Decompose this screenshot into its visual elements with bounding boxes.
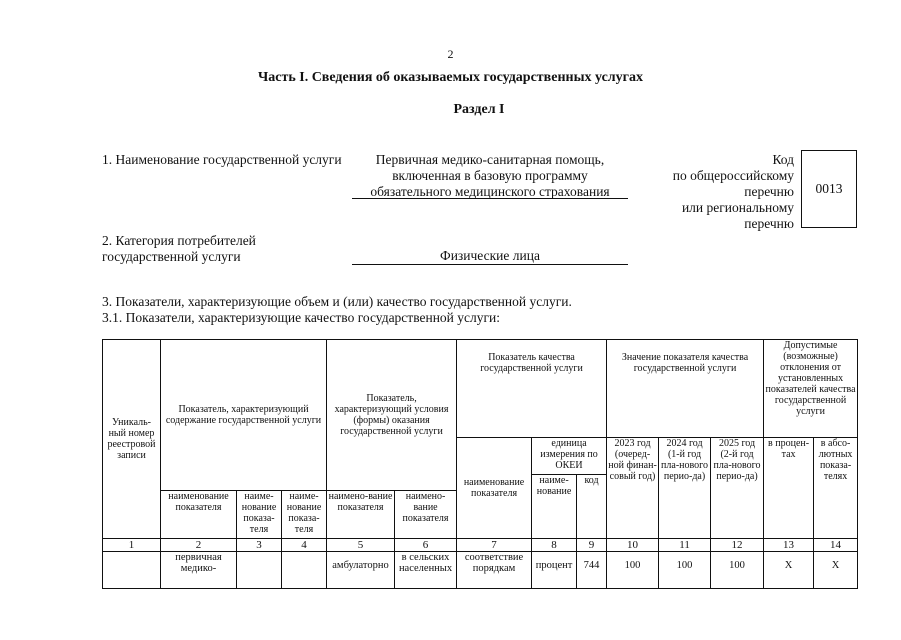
cell-deviation-absolute: Х: [814, 552, 858, 589]
header-unit: [532, 438, 607, 475]
table-row: [103, 552, 858, 589]
item2-label-line1: 2. Категория потребителей: [102, 233, 256, 248]
header-unit-name: [532, 475, 577, 539]
item1-underline: [352, 198, 628, 199]
item1-value-line3: обязательного медицинского страхования: [370, 184, 610, 199]
column-number: 1: [103, 539, 161, 552]
section-title: Раздел I: [453, 102, 505, 117]
subheader-content-1: [161, 491, 237, 539]
column-number: 14: [814, 539, 858, 552]
code-label-line4: или региональному: [681, 200, 794, 215]
cell-content-3: [282, 552, 327, 589]
subheader-content-3-text: наиме-нование показа-теля: [286, 491, 322, 535]
cell-conditions-1: амбулаторно: [327, 552, 395, 589]
column-number: 4: [282, 539, 327, 552]
column-number: 3: [237, 539, 282, 552]
subheader-content-2-text: наиме-нование показа-теля: [241, 491, 277, 535]
header-deviation-absolute: [814, 438, 858, 539]
cell-deviation-percent: Х: [764, 552, 814, 589]
header-indicator-name-text: наименование показателя: [463, 477, 525, 499]
header-content-indicator: [161, 340, 327, 491]
column-number: 5: [327, 539, 395, 552]
column-number: 12: [711, 539, 764, 552]
item2-label: [102, 233, 256, 265]
column-number: 2: [161, 539, 237, 552]
item2-underline: [352, 264, 628, 265]
subheader-content-3: [282, 491, 327, 539]
item1-label: 1. Наименование государственной услуги: [102, 152, 342, 167]
page-number: 2: [447, 47, 454, 61]
item2-label-line2: государственной услуги: [102, 249, 241, 264]
cell-value-2024: 100: [659, 552, 711, 589]
header-quality-value-text: Значение показателя качества государственной услуги: [621, 352, 749, 374]
header-unique-number-text: Уникаль-ный номер реестровой записи: [107, 417, 156, 461]
item2-value: Физические лица: [440, 248, 540, 263]
cell-indicator-name: соответствие порядкам: [457, 552, 532, 589]
header-deviation-percent: [764, 438, 814, 539]
header-year-2024-text: 2024 год (1-й год пла-нового перио-да): [661, 438, 709, 482]
item3-label: 3. Показатели, характеризующие объем и (или) качество государственной услуги.: [102, 294, 572, 309]
header-year-2023-text: 2023 год (очеред-ной финан-совый год): [608, 438, 657, 482]
quality-indicators-table: [102, 339, 858, 589]
column-number: 11: [659, 539, 711, 552]
header-unique-number: [103, 340, 161, 539]
subheader-content-2: [237, 491, 282, 539]
cell-value-2025: 100: [711, 552, 764, 589]
header-deviation-absolute-text: в абсо-лютных показа-телях: [818, 438, 853, 482]
cell-unit-name: процент: [532, 552, 577, 589]
header-year-2025-text: 2025 год (2-й год пла-нового перио-да): [713, 438, 761, 482]
header-deviation: [764, 340, 858, 438]
subheader-content-1-text: наименование показателя: [168, 491, 229, 513]
part-title: Часть I. Сведения об оказываемых государственных услугах: [257, 70, 644, 85]
cell-conditions-2: в сельских населенных: [395, 552, 457, 589]
cell-value-2023: 100: [607, 552, 659, 589]
column-number: 13: [764, 539, 814, 552]
subheader-conditions-2-text: наимено-вание показателя: [402, 491, 449, 524]
header-content-indicator-text: Показатель, характеризующий содержание государственной услуги: [165, 404, 322, 426]
item1-value-line1: Первичная медико-санитарная помощь,: [375, 152, 605, 167]
cell-content-2: [237, 552, 282, 589]
header-year-2023: [607, 438, 659, 539]
item1-value-line2: включенная в базовую программу: [392, 168, 588, 183]
column-number: 6: [395, 539, 457, 552]
code-box: [801, 150, 857, 228]
header-quality-indicator-text: Показатель качества государственной услуги: [480, 352, 583, 374]
cell-unit-code: 744: [577, 552, 607, 589]
code-label-line3: перечню: [744, 184, 794, 199]
item1-value: [352, 152, 628, 200]
header-year-2024: [659, 438, 711, 539]
header-indicator-name: [457, 438, 532, 539]
header-deviation-text: Допустимые (возможные) отклонения от установленных показателей качества государственной услуги: [765, 340, 856, 417]
code-label-line1: Код: [772, 152, 794, 167]
header-unit-text: единица измерения по ОКЕИ: [540, 438, 598, 471]
header-quality-value: [607, 340, 764, 438]
header-deviation-percent-text: в процен-тах: [768, 438, 810, 460]
code-label-line2: по общероссийскому: [672, 168, 794, 183]
cell-content-1: первичная медико-: [161, 552, 237, 589]
header-conditions-indicator-text: Показатель, характеризующий условия (формы) оказания государственной услуги: [334, 393, 449, 437]
subheader-conditions-1-text: наимено-вание показателя: [328, 491, 393, 513]
header-unit-code: [577, 475, 607, 539]
column-number: 7: [457, 539, 532, 552]
code-label: [640, 152, 794, 232]
column-number: 8: [532, 539, 577, 552]
subheader-conditions-1: [327, 491, 395, 539]
header-year-2025: [711, 438, 764, 539]
cell-unique-number: [103, 552, 161, 589]
code-label-line5: перечню: [744, 216, 794, 231]
header-unit-code-text: код: [584, 475, 599, 486]
header-unit-name-text: наиме-нование: [536, 475, 572, 497]
header-quality-indicator: [457, 340, 607, 438]
subheader-conditions-2: [395, 491, 457, 539]
column-number: 10: [607, 539, 659, 552]
column-numbers-row: [103, 539, 858, 552]
code-value: 0013: [815, 181, 843, 196]
column-number: 9: [577, 539, 607, 552]
item31-label: 3.1. Показатели, характеризующие качество государственной услуги:: [102, 310, 501, 325]
header-conditions-indicator: [327, 340, 457, 491]
